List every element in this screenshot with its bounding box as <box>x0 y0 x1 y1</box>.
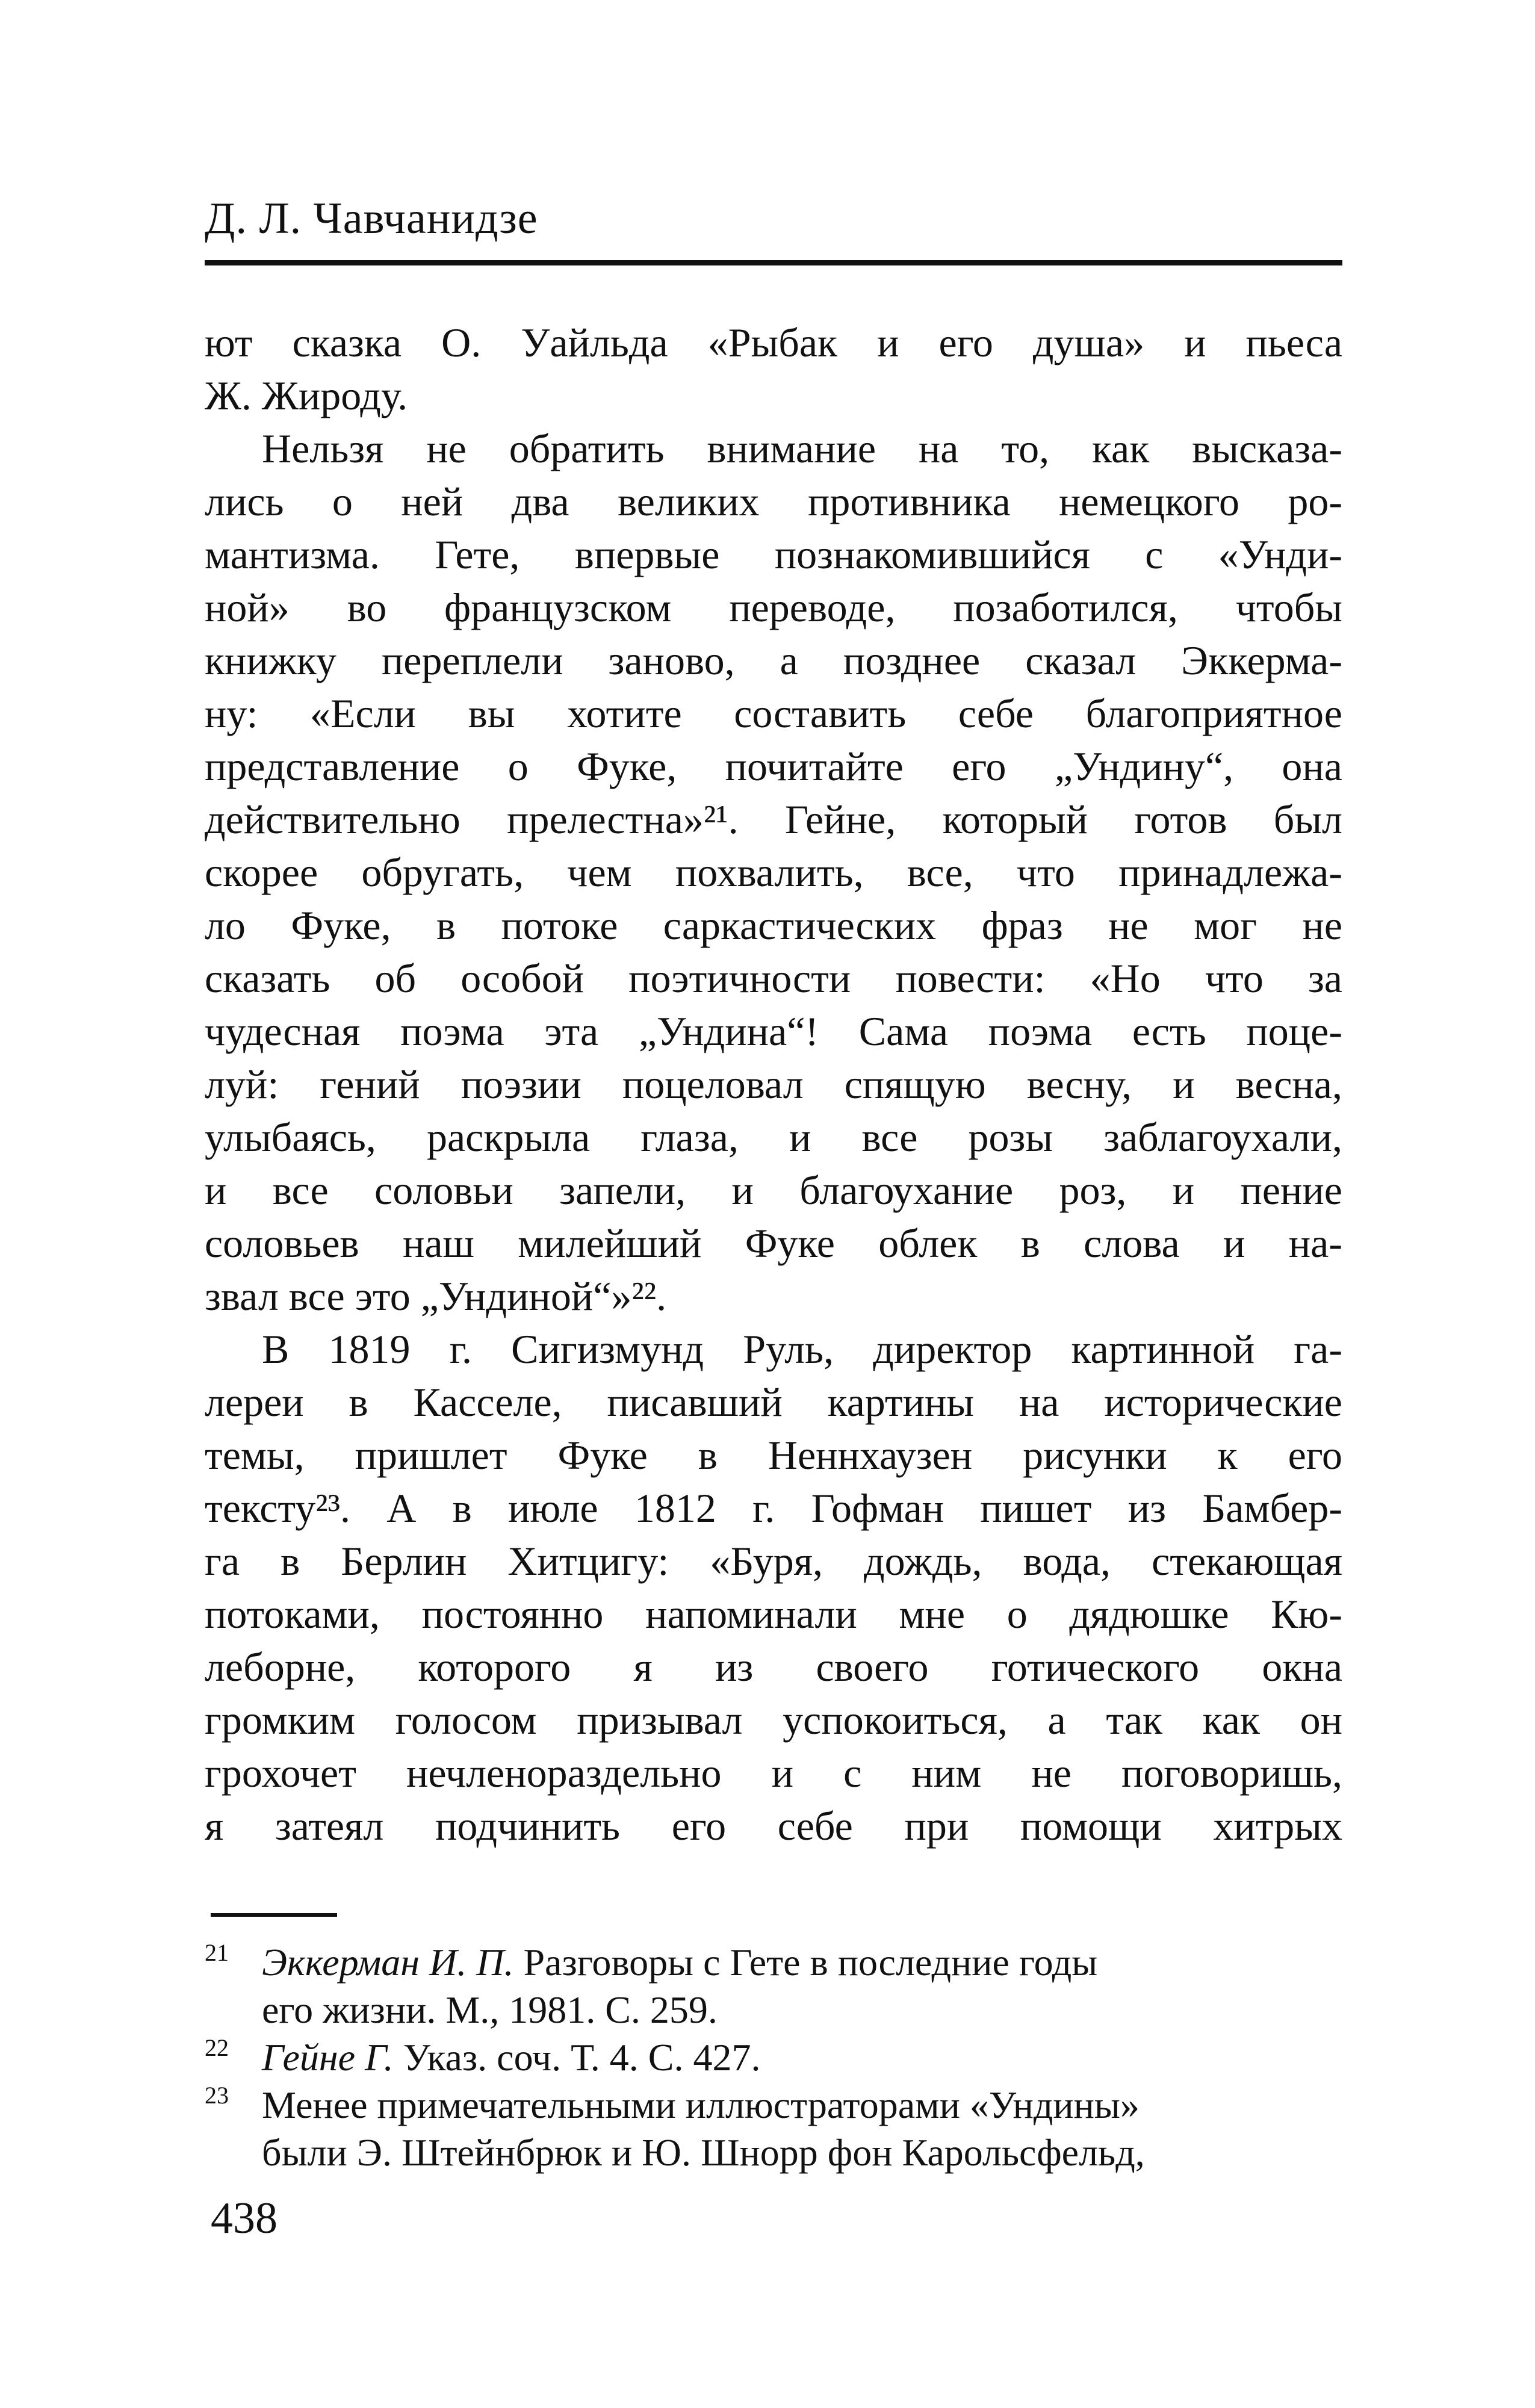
text-line: ной» во французском переводе, позаботился, чтобы <box>205 585 1342 630</box>
text-line: Нельзя не обратить внимание на то, как высказа- <box>262 426 1342 471</box>
running-head: Д. Л. Чавчанидзе <box>205 194 538 243</box>
footnote-continuation: были Э. Штейнбрюк и Ю. Шнорр фон Карольсфельд, <box>262 2131 1145 2174</box>
text-line: потоками, постоянно напоминали мне о дядюшке Кю- <box>205 1591 1342 1637</box>
text-line: звал все это „Ундиной“»²². <box>205 1273 667 1319</box>
text-line: мантизма. Гете, впервые познакомившийся с «Унди- <box>205 532 1342 577</box>
text-line: громким голосом призывал успокоиться, а так как он <box>205 1697 1342 1743</box>
footnote-text: Менее примечательными иллюстраторами «Ундины» <box>262 2084 1140 2126</box>
text-line: я затеял подчинить его себе при помощи хитрых <box>205 1803 1342 1849</box>
footnote-number: 22 <box>205 2034 229 2061</box>
text-line: ло Фуке, в потоке саркастических фраз не мог не <box>205 902 1342 948</box>
footnote-separator <box>211 1913 337 1917</box>
page-number: 438 <box>211 2194 278 2243</box>
text-line: грохочет нечленораздельно и с ним не поговоришь, <box>205 1750 1342 1796</box>
footnote-number: 23 <box>205 2082 229 2109</box>
body-text <box>205 316 1342 1852</box>
text-line: представление о Фуке, почитайте его „Ундину“, она <box>205 743 1342 789</box>
text-line: тексту²³. А в июле 1812 г. Гофман пишет из Бамбер- <box>205 1485 1342 1531</box>
footnote <box>205 2081 1342 2129</box>
text-line: темы, пришлет Фуке в Неннхаузен рисунки к его <box>205 1432 1342 1478</box>
text-line: скорее обругать, чем похвалить, все, что принадлежа- <box>205 849 1342 895</box>
text-line: улыбаясь, раскрыла глаза, и все розы заблагоухали, <box>205 1114 1342 1160</box>
text-line: соловьев наш милейший Фуке облек в слова и на- <box>205 1220 1342 1266</box>
text-line: ну: «Если вы хотите составить себе благоприятное <box>205 690 1342 736</box>
footnote-text: Указ. соч. Т. 4. С. 427. <box>393 2036 761 2079</box>
footnotes <box>205 1938 1342 2176</box>
footnote-text: Разговоры с Гете в последние годы <box>513 1941 1098 1984</box>
footnote-continuation: его жизни. М., 1981. С. 259. <box>262 1988 718 2031</box>
footnote-author: Эккерман И. П. <box>262 1941 514 1984</box>
text-line: действительно прелестна»²¹. Гейне, который готов был <box>205 796 1342 842</box>
text-line: лереи в Касселе, писавший картины на исторические <box>205 1379 1342 1425</box>
text-line: луй: гений поэзии поцеловал спящую весну, и весна, <box>205 1061 1342 1107</box>
text-line: леборне, которого я из своего готического окна <box>205 1644 1342 1690</box>
text-line: ют сказка О. Уайльда «Рыбак и его душа» и пьеса <box>205 320 1342 365</box>
footnote-number: 21 <box>205 1939 229 1966</box>
header-rule <box>205 260 1342 265</box>
text-line: сказать об особой поэтичности повести: «Но что за <box>205 955 1342 1001</box>
text-line: лись о ней два великих противника немецкого ро- <box>205 479 1342 524</box>
footnote-author: Гейне Г. <box>262 2036 394 2079</box>
footnote <box>205 1938 1342 1986</box>
text-line: Ж. Жироду. <box>205 373 408 418</box>
text-line: га в Берлин Хитцигу: «Буря, дождь, вода, стекающая <box>205 1538 1342 1584</box>
text-line: и все соловьи запели, и благоухание роз, и пение <box>205 1167 1342 1213</box>
text-line: книжку переплели заново, а позднее сказал Эккерма- <box>205 638 1342 683</box>
text-line: В 1819 г. Сигизмунд Руль, директор картинной га- <box>262 1326 1342 1372</box>
text-line: чудесная поэма эта „Ундина“! Сама поэма есть поце- <box>205 1008 1342 1054</box>
footnote <box>205 2034 1342 2081</box>
